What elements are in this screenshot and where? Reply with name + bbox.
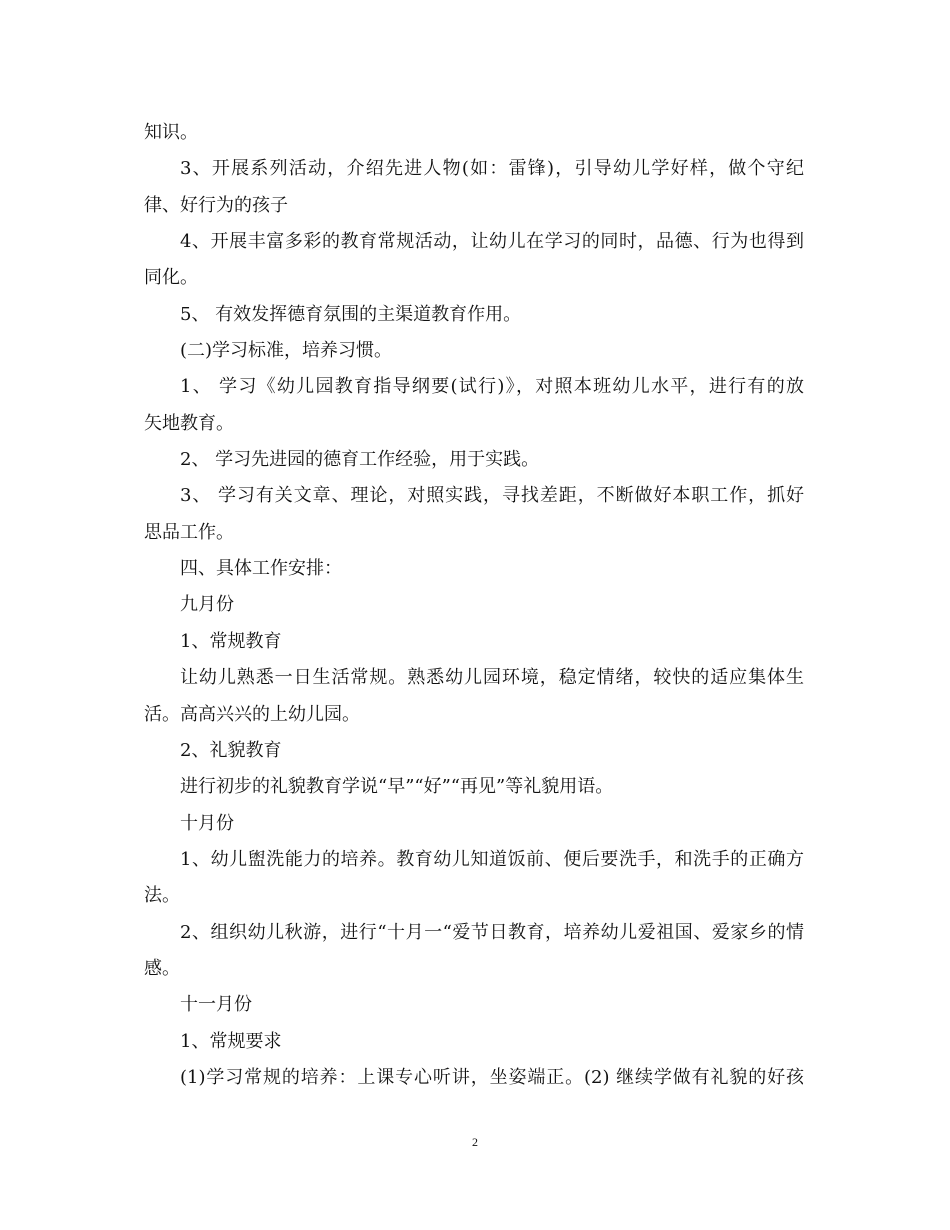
- text-line: (1)学习常规的培养：上课专心听讲，坐姿端正。(2) 继续学做有礼貌的好孩: [180, 1066, 804, 1088]
- text-line: 思品工作。: [144, 521, 234, 543]
- text-line: 矢地教育。: [144, 412, 234, 434]
- text-line: 律、好行为的孩子: [144, 194, 288, 216]
- text-line: 活。高高兴兴的上幼儿园。: [144, 703, 360, 725]
- text-line: 3、 学习有关文章、理论，对照实践，寻找差距，不断做好本职工作，抓好: [180, 485, 804, 507]
- text-line: 1、常规教育: [180, 630, 282, 652]
- text-line: 进行初步的礼貌教育学说“早”“好”“再见”等礼貌用语。: [180, 776, 614, 798]
- text-line: 十月份: [180, 812, 234, 834]
- text-line: 让幼儿熟悉一日生活常规。熟悉幼儿园环境，稳定情绪，较快的适应集体生: [180, 667, 804, 689]
- text-line: 1、常规要求: [180, 1030, 282, 1052]
- text-line: 3、开展系列活动，介绍先进人物(如：雷锋)，引导幼儿学好样，做个守纪: [180, 158, 804, 180]
- text-line: 5、 有效发挥德育氛围的主渠道教育作用。: [180, 303, 522, 325]
- text-line: 1、幼儿盥洗能力的培养。教育幼儿知道饭前、便后要洗手，和洗手的正确方: [180, 848, 804, 870]
- text-line: (二)学习标准，培养习惯。: [180, 340, 393, 362]
- text-line: 2、礼貌教育: [180, 739, 282, 761]
- text-line: 九月份: [180, 594, 234, 616]
- text-line: 4、开展丰富多彩的教育常规活动，让幼儿在学习的同时，品德、行为也得到: [180, 231, 804, 253]
- text-line: 2、组织幼儿秋游，进行“十月一“爱节日教育，培养幼儿爱祖国、爱家乡的情: [180, 921, 804, 943]
- text-line: 同化。: [144, 267, 198, 289]
- text-line: 法。: [144, 885, 180, 907]
- page-number: 2: [472, 1135, 478, 1149]
- text-line: 2、 学习先进园的德育工作经验，用于实践。: [180, 449, 540, 471]
- text-line: 感。: [144, 957, 180, 979]
- text-line: 1、 学习《幼儿园教育指导纲要(试行)》，对照本班幼儿水平，进行有的放: [180, 376, 804, 398]
- text-line: 十一月份: [180, 994, 252, 1016]
- text-line: 四、具体工作安排：: [180, 558, 342, 580]
- text-line: 知识。: [144, 122, 198, 143]
- document-body: [144, 115, 804, 1096]
